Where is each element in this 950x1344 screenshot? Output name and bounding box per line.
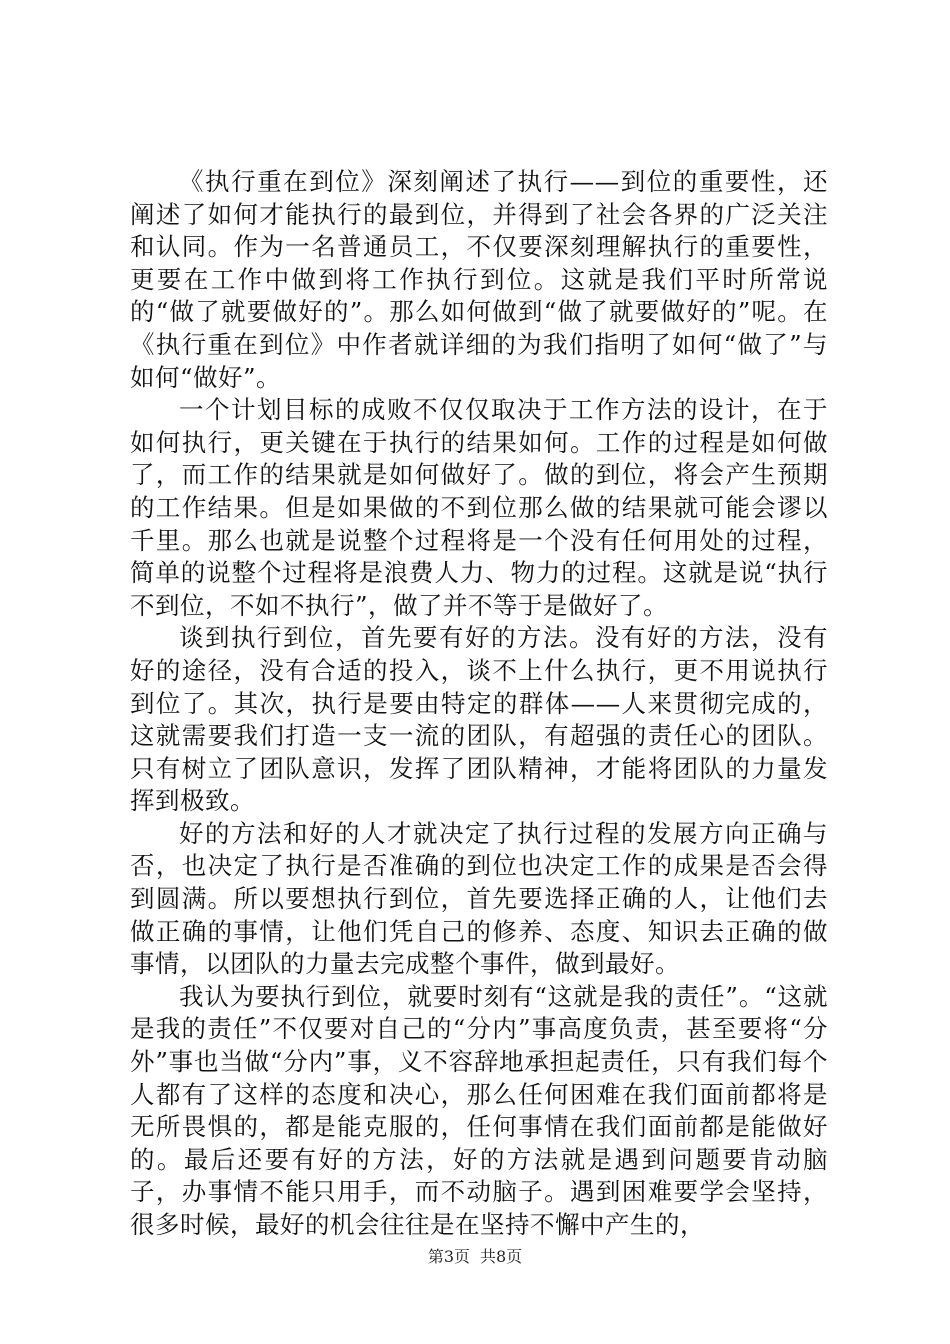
paragraph-2: 一个计划目标的成败不仅仅取决于工作方法的设计，在于如何执行，更关键在于执行的结果如何。工作的过程是如何做了，而工作的结果就是如何做好了。做的到位，将会产生预期的工作结果。但是如果做的不到位那么做的结果就可能会谬以千里。那么也就是说整个过程将是一个没有任何用处的过程，简单的说整个过程将是浪费人力、物力的过程。这就是说“执行不到位，不如不执行”，做了并不等于是做好了。 — [130, 395, 828, 620]
document-body — [130, 166, 828, 1242]
page-total: 共8页 — [480, 1247, 523, 1266]
paragraph-5: 我认为要执行到位，就要时刻有“这就是我的责任”。“这就是我的责任”不仅要对自己的“分内”事高度负责，甚至要将“分外”事也当做“分内”事，义不容辞地承担起责任，只有我们每个人都有了这样的态度和决心，那么任何困难在我们面前都将是无所畏惧的，都是能克服的，任何事情在我们面前都是能做好的。最后还要有好的方法，好的方法就是遇到问题要肯动脑子，办事情不能只用手，而不动脑子。遇到困难要学会坚持，很多时候，最好的机会往往是在坚持不懈中产生的， — [130, 981, 828, 1239]
page-footer — [0, 1244, 950, 1267]
paragraph-1: 《执行重在到位》深刻阐述了执行——到位的重要性，还阐述了如何才能执行的最到位，并得到了社会各界的广泛关注和认同。作为一名普通员工，不仅要深刻理解执行的重要性，更要在工作中做到将工作执行到位。这就是我们平时所常说的“做了就要做好的”。那么如何做到“做了就要做好的”呢。在《执行重在到位》中作者就详细的为我们指明了如何“做了”与如何“做好”。 — [130, 167, 828, 392]
page-number: 第3页 — [427, 1247, 470, 1266]
paragraph-4: 好的方法和好的人才就决定了执行过程的发展方向正确与否，也决定了执行是否准确的到位也决定工作的成果是否会得到圆满。所以要想执行到位，首先要选择正确的人，让他们去做正确的事情，让他们凭自己的修养、态度、知识去正确的做事情，以团队的力量去完成整个事件，做到最好。 — [130, 818, 828, 979]
paragraph-3: 谈到执行到位，首先要有好的方法。没有好的方法，没有好的途径，没有合适的投入，谈不上什么执行，更不用说执行到位了。其次，执行是要由特定的群体——人来贯彻完成的，这就需要我们打造一支一流的团队，有超强的责任心的团队。只有树立了团队意识，发挥了团队精神，才能将团队的力量发挥到极致。 — [130, 623, 828, 816]
